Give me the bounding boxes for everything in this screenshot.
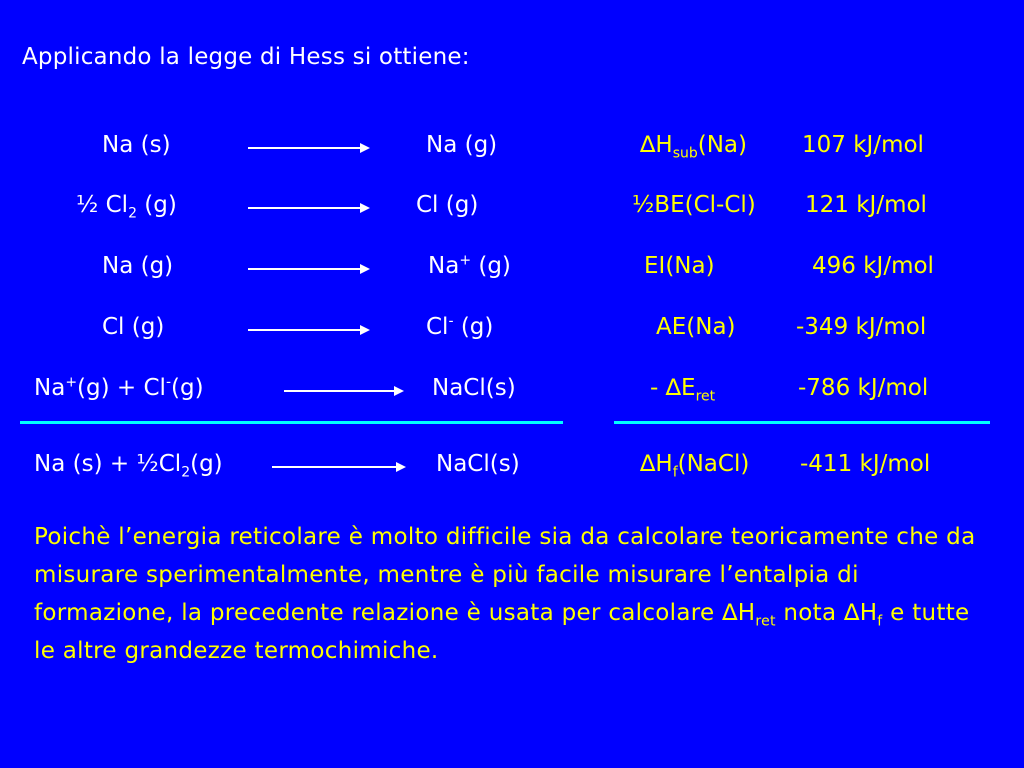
sum-rule-right [614,421,990,424]
reaction-1-reactant: Na (s) [102,132,171,158]
term-5 [650,374,716,405]
paragraph-subscript: ret [755,613,776,630]
reaction-5-product: NaCl(s) [432,375,516,401]
reactant-state: (g) [136,192,177,218]
product-state: (g) [453,314,494,340]
reaction-5-arrow [284,390,402,392]
paragraph-text: nota [775,600,844,626]
reactant-charge: - [165,374,171,391]
total-arrow [272,466,404,468]
slide-title: Applicando la legge di Hess si ottiene: [22,44,470,70]
value-1: 107 kJ/mol [802,132,924,158]
term-subscript: sub [672,145,698,162]
term-argument: (NaCl) [677,451,750,477]
reactant-subscript: 2 [181,464,191,481]
value-3: 496 kJ/mol [812,253,934,279]
reaction-4-product [426,313,493,341]
product-charge: - [448,313,454,330]
delta-symbol: ∆ [844,600,860,626]
reactant-text: Na (s) + ½Cl [34,451,182,477]
reactant-state: (g) [171,375,204,401]
term-subscript: ret [695,388,716,405]
reactant-text: (g) + Cl [77,375,166,401]
delta-symbol: ∆ [665,375,682,401]
value-2: 121 kJ/mol [805,192,927,218]
reaction-2-arrow [248,207,368,209]
reaction-4-arrow [248,329,368,331]
delta-symbol: ∆ [640,451,656,477]
reactant-text: Na [34,375,66,401]
reaction-5-reactant [34,374,204,402]
reaction-3-arrow [248,268,368,270]
reaction-3-product [428,252,511,280]
term-subscript: f [672,464,678,481]
term-4: AE(Na) [656,314,736,340]
reactant-subscript: 2 [128,205,137,222]
total-value: -411 kJ/mol [800,451,931,477]
reactant-state: (g) [190,451,223,477]
sum-rule-left [20,421,563,424]
term-symbol: H [655,451,673,477]
delta-symbol: ∆ [640,132,656,158]
term-2: ½BE(Cl-Cl) [632,192,756,218]
total-product: NaCl(s) [436,451,520,477]
term-symbol: H [655,132,673,158]
reactant-charge: + [65,374,78,391]
delta-symbol: ∆ [722,600,738,626]
reaction-1-product: Na (g) [426,132,498,158]
reaction-3-reactant: Na (g) [102,253,174,279]
product-text: Na [428,253,460,279]
total-term [640,450,750,481]
value-4: -349 kJ/mol [796,314,927,340]
paragraph-text: Poichè l’energia reticolare è molto difficile sia da calcolare teoricamente che da misurare sperimentalmente, mentre è più facile misurare l’entalpia di formazione, la precedente relazione è usata per calcolare [34,524,976,626]
reaction-2-reactant [76,191,177,222]
term-symbol: E [681,375,696,401]
minus-sign: - [650,375,666,401]
paragraph-symbol: H [859,600,878,626]
explanation-paragraph [34,518,994,670]
product-state: (g) [471,253,511,279]
reaction-2-product: Cl (g) [416,192,479,218]
reaction-4-reactant: Cl (g) [102,314,165,340]
reaction-1-arrow [248,147,368,149]
value-5: -786 kJ/mol [798,375,929,401]
term-1 [640,131,747,162]
total-reactant [34,450,223,481]
product-charge: + [459,252,472,269]
paragraph-subscript: f [877,613,883,630]
term-argument: (Na) [697,132,747,158]
product-text: Cl [426,314,449,340]
paragraph-text: e tutte le altre grandezze termochimiche. [34,600,970,664]
reactant-text: ½ Cl [76,192,129,218]
paragraph-symbol: H [737,600,756,626]
term-3: EI(Na) [644,253,715,279]
